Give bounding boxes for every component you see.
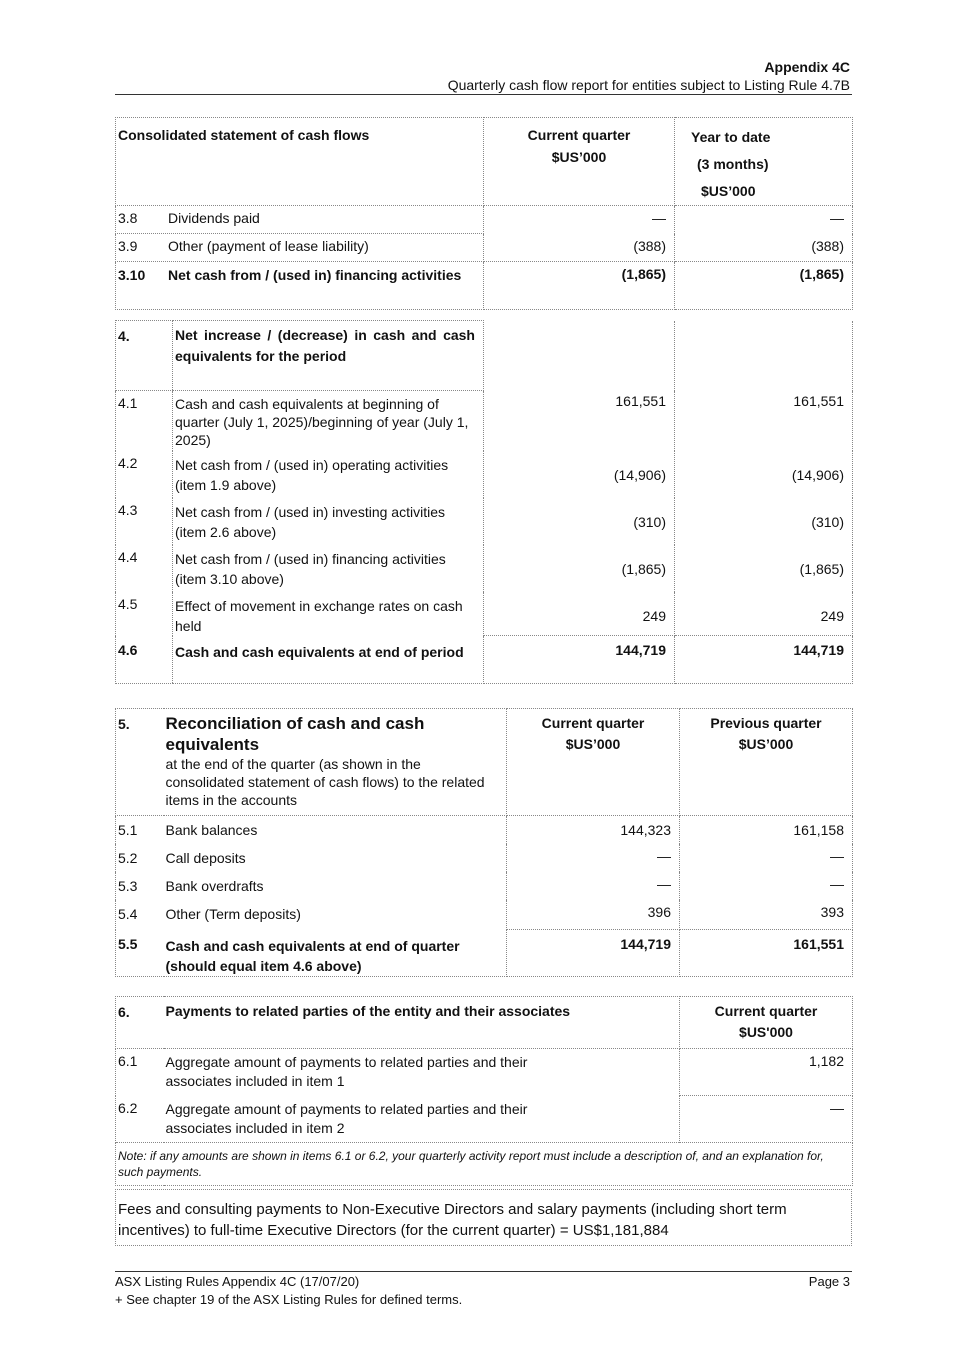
value-current-quarter: 144,719 [484,636,675,684]
row-index: 4.6 [116,636,173,684]
row-label: Aggregate amount of payments to related parties and their associates included in item 1 [165,1054,528,1089]
related-party-payments-table [115,996,853,1186]
value-year-to-date: (14,906) [675,451,853,498]
table-row [116,206,853,234]
value-year-to-date: (388) [675,234,853,262]
table-row [116,816,853,844]
footer-divider [115,1271,852,1272]
value-current-quarter: — [484,206,675,234]
value-current-quarter: 396 [507,900,680,930]
col-year-to-date-header: Year to date (3 months) $US’000 [675,118,853,206]
header-divider [115,94,852,95]
row-index: 3.9 [118,238,138,254]
value-current-quarter: (388) [484,234,675,262]
value-current-quarter: 249 [484,592,675,636]
value-year-to-date: (310) [675,498,853,545]
table-row-total [116,262,853,310]
reconciliation-table [115,708,853,977]
row-label: Effect of movement in exchange rates on cash held [173,592,484,636]
value-current-quarter: (1,865) [484,545,675,592]
table-row [116,872,853,900]
section5-index: 5. [116,709,164,816]
related-party-explanation-box [115,1189,852,1246]
row-index: 5.3 [116,872,164,900]
value-current-quarter: (310) [484,498,675,545]
table-row [116,498,853,545]
row-index: 3.10 [118,267,146,283]
value-current-quarter: — [507,844,680,872]
row-index: 5.5 [116,930,164,977]
appendix-subtitle: Quarterly cash flow report for entities subject to Listing Rule 4.7B [447,77,850,93]
section4-index: 4. [116,321,173,391]
row-label: Net cash from / (used in) investing activities (item 2.6 above) [173,498,484,545]
section6-index: 6. [116,997,164,1049]
footer-rule-reference: ASX Listing Rules Appendix 4C (17/07/20) [115,1274,360,1289]
row-label: Call deposits [165,849,246,866]
table-row-total [116,636,853,684]
table-row [116,900,853,930]
value-current-quarter: (14,906) [484,451,675,498]
appendix-title: Appendix 4C [764,59,850,75]
section5-heading-cell [164,709,507,816]
row-label: Net cash from / (used in) financing activities (item 3.10 above) [173,545,484,592]
value-year-to-date: (1,865) [675,545,853,592]
table-row [116,844,853,872]
row-label: Dividends paid [168,210,260,226]
page-number: Page 3 [808,1274,850,1289]
value-year-to-date: — [675,206,853,234]
section3-heading: Consolidated statement of cash flows [116,118,484,206]
related-party-note: Note: if any amounts are shown in items 6.1 or 6.2, your quarterly activity report must include a description of, and an explanation for, such payments. [116,1143,853,1186]
value-current-quarter: (1,865) [484,262,675,310]
section6-heading: Payments to related parties of the entity and their associates [164,997,680,1049]
col-current-quarter-header: Current quarter $US’000 [507,709,680,816]
value-previous-quarter: — [680,844,853,872]
value-previous-quarter: 393 [680,900,853,930]
table-row [116,451,853,498]
value-previous-quarter: 161,551 [680,930,853,977]
row-label: Bank balances [165,822,258,838]
row-label: Cash and cash equivalents at end of period [173,636,484,684]
value-current-quarter: 161,551 [484,391,675,451]
value-previous-quarter: 161,158 [680,816,853,844]
value-current-quarter: — [507,872,680,900]
row-label: Net cash from / (used in) operating activities (item 1.9 above) [173,451,484,498]
value-current-quarter: 144,323 [507,816,680,844]
table-row [116,545,853,592]
table-row [116,592,853,636]
table-row-total [116,930,853,977]
related-party-explanation: Fees and consulting payments to Non-Executive Directors and salary payments (including short term incentives) to full-time Executive Directors (for the current quarter) = US$1,181,884 [116,1190,852,1246]
col-previous-quarter-header: Previous quarter $US’000 [680,709,853,816]
value-year-to-date: 144,719 [675,636,853,684]
value-year-to-date: 161,551 [675,391,853,451]
row-label: Other (Term deposits) [165,905,301,922]
col-current-quarter-header: Current quarter $US'000 [680,997,853,1049]
col-current-quarter-header: Current quarter $US’000 [484,118,675,206]
value-current-quarter: 144,719 [507,930,680,977]
section5-heading: Reconciliation of cash and cash equivalents [165,714,425,754]
footer-terms-note: + See chapter 19 of the ASX Listing Rules for defined terms. [115,1292,463,1307]
table-row [116,1049,853,1096]
section4-heading: Net increase / (decrease) in cash and cash equivalents for the period [173,321,484,391]
row-index: 4.4 [116,545,173,592]
value-previous-quarter: — [680,872,853,900]
row-index: 4.5 [116,592,173,636]
value-current-quarter: — [680,1096,853,1143]
row-index: 3.8 [118,210,138,226]
row-label: Cash and cash equivalents at beginning of quarter (July 1, 2025)/beginning of year (July 1, 2025) [173,391,484,451]
net-cash-movement-table [115,320,853,684]
cash-flow-financing-table [115,117,853,310]
row-index: 4.1 [116,391,173,451]
row-label: Bank overdrafts [165,877,264,894]
row-index: 5.4 [116,900,164,930]
table-row [116,234,853,262]
row-index: 5.2 [116,844,164,872]
value-current-quarter: 1,182 [680,1049,853,1096]
row-label: Other (payment of lease liability) [168,238,369,254]
section5-subheading: at the end of the quarter (as shown in the consolidated statement of cash flows) to the related items in the accounts [165,756,485,808]
row-index: 6.2 [116,1096,164,1143]
value-year-to-date: 249 [675,592,853,636]
row-label: Cash and cash equivalents at end of quarter (should equal item 4.6 above) [164,930,507,977]
table-row [116,1096,853,1143]
row-label: Net cash from / (used in) financing activities [168,267,462,283]
row-label: Aggregate amount of payments to related parties and their associates included in item 2 [165,1100,528,1136]
row-index: 6.1 [116,1049,164,1096]
row-index: 4.3 [116,498,173,545]
row-index: 4.2 [116,451,173,498]
table-row [116,391,853,451]
row-index: 5.1 [116,816,164,844]
value-year-to-date: (1,865) [675,262,853,310]
